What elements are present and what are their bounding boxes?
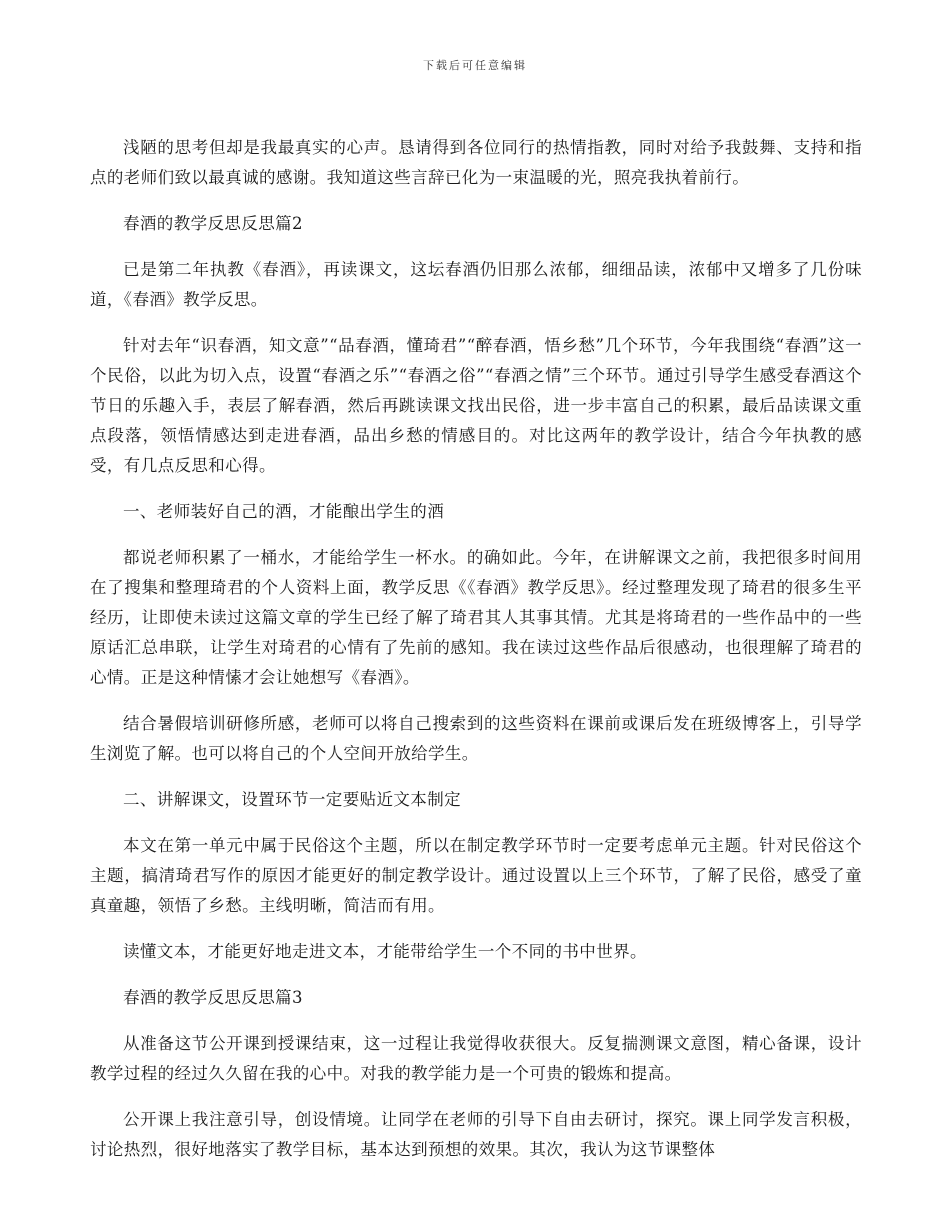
section-heading: 春酒的教学反思反思篇3	[123, 988, 303, 1007]
paragraph: 结合暑假培训研修所感，老师可以将自己搜索到的这些资料在课前或课后发在班级博客上，引导学生浏览了解。也可以将自己的个人空间开放给学生。	[90, 714, 862, 763]
paragraph: 从准备这节公开课到授课结束，这一过程让我觉得收获很大。反复揣测课文意图，精心备课，设计教学过程的经过久久留在我的心中。对我的教学能力是一个可贵的锻炼和提高。	[90, 1034, 862, 1083]
paragraph: 浅陋的思考但却是我最真实的心声。恳请得到各位同行的热情指教，同时对给予我鼓舞、支持和指点的老师们致以最真诚的感谢。我知道这些言辞已化为一束温暖的光，照亮我执着前行。	[90, 138, 862, 187]
paragraph: 本文在第一单元中属于民俗这个主题，所以在制定教学环节时一定要考虑单元主题。针对民俗这个主题，搞清琦君写作的原因才能更好的制定教学设计。通过设置以上三个环节，了解了民俗，感受了童真童趣，领悟了乡愁。主线明晰，简洁而有用。	[90, 836, 862, 915]
section-heading: 二、讲解课文，设置环节一定要贴近文本制定	[123, 790, 461, 809]
paragraph: 针对去年“识春酒，知文意”“品春酒，懂琦君”“醉春酒，悟乡愁”几个环节，今年我围绕“春酒”这一个民俗，以此为切入点，设置“春酒之乐”“春酒之俗”“春酒之情”三个环节。通过引导学生感受春酒这个节日的乐趣入手，表层了解春酒，然后再跳读课文找出民俗，进一步丰富自己的积累，最后品读课文重点段落，领悟情感达到走进春酒，品出乡愁的情感目的。对比这两年的教学设计，结合今年执教的感受，有几点反思和心得。	[90, 336, 862, 475]
page-header: 下载后可任意编辑	[423, 59, 527, 72]
document-body	[90, 133, 862, 1181]
paragraph: 公开课上我注意引导，创设情境。让同学在老师的引导下自由去研讨，探究。课上同学发言积极，讨论热烈，很好地落实了教学目标，基本达到预想的效果。其次，我认为这节课整体	[90, 1110, 862, 1159]
paragraph: 已是第二年执教《春酒》，再读课文，这坛春酒仍旧那么浓郁，细细品读，浓郁中又增多了几份味道，《春酒》教学反思。	[90, 260, 862, 309]
paragraph: 读懂文本，才能更好地走进文本，才能带给学生一个不同的书中世界。	[123, 942, 647, 961]
section-heading: 一、老师装好自己的酒，才能酿出学生的酒	[123, 502, 445, 521]
paragraph: 都说老师积累了一桶水，才能给学生一杯水。的确如此。今年，在讲解课文之前，我把很多时间用在了搜集和整理琦君的个人资料上面，教学反思《《春酒》教学反思》。经过整理发现了琦君的很多生平经历，让即使未读过这篇文章的学生已经了解了琦君其人其事其情。尤其是将琦君的一些作品中的一些原话汇总串联，让学生对琦君的心情有了先前的感知。我在读过这些作品后很感动，也很理解了琦君的心情。正是这种情愫才会让她想写《春酒》。	[90, 548, 862, 687]
section-heading: 春酒的教学反思反思篇2	[123, 214, 303, 233]
